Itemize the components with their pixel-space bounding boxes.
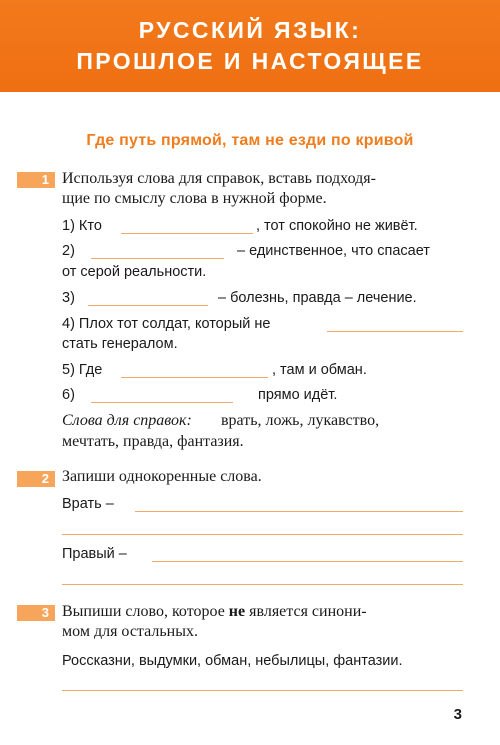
task-1-item-2-answer-line[interactable] [91, 258, 224, 259]
task-2-instruction: Запиши однокоренные слова. [62, 468, 262, 485]
task-3-number: 3 [17, 605, 55, 621]
task-1-item-6-answer-line[interactable] [91, 402, 233, 403]
task-1-item-2-prefix: 2) [62, 243, 75, 259]
chapter-title-line-1: РУССКИЙ ЯЗЫК: [138, 17, 362, 43]
page-number: 3 [453, 706, 462, 723]
task-1-item-5-prefix: 5) Где [62, 362, 103, 378]
task-1-hint-words-cont: мечтать, правда, фантазия. [62, 433, 244, 450]
section-subtitle: Где путь прямой, там не езди по кривой [86, 132, 414, 149]
task-1-item-3-answer-line[interactable] [88, 305, 208, 306]
task-1-item-3-suffix: – болезнь, правда – лечение. [218, 290, 417, 306]
task-1-item-5-answer-line[interactable] [121, 377, 268, 378]
task-2-answer-line-3[interactable] [152, 561, 463, 562]
task-2-answer-line-2[interactable] [62, 534, 463, 535]
task-2-answer-line-4[interactable] [62, 584, 463, 585]
chapter-title-line-2: ПРОШЛОЕ И НАСТОЯЩЕЕ [76, 48, 424, 74]
task-2-answer-line-1[interactable] [135, 511, 463, 512]
task-1-item-1-answer-line[interactable] [121, 233, 253, 234]
task-1-hint-words: врать, ложь, лукавство, [221, 412, 380, 429]
task-3-instruction-after: является синони- [249, 603, 367, 620]
task-1-item-4-answer-line[interactable] [327, 331, 463, 332]
task-3-instruction [62, 602, 367, 622]
task-1-item-1-prefix: 1) Кто [62, 218, 102, 234]
task-1-number: 1 [17, 172, 55, 188]
task-3-answer-line[interactable] [62, 690, 463, 691]
task-2-label-2: Правый – [62, 546, 127, 562]
task-1-item-1-suffix: , тот спокойно не живёт. [256, 218, 418, 234]
task-2-label-1: Врать – [62, 496, 114, 512]
task-1-item-2-cont: от серой реальности. [62, 264, 207, 280]
task-1-item-6-suffix: прямо идёт. [258, 387, 338, 403]
task-2-number: 2 [17, 471, 55, 487]
task-3-words: Россказни, выдумки, обман, небылицы, фантазии. [62, 653, 403, 669]
task-1-item-4-cont: стать генералом. [62, 336, 178, 352]
task-1-instruction: Используя слова для справок, вставь подходя- [62, 170, 376, 187]
task-3-instruction-emphasis: не [228, 603, 246, 620]
task-1-item-6-prefix: 6) [62, 387, 75, 403]
task-3-instruction-cont: мом для остальных. [62, 623, 198, 640]
task-1-item-3-prefix: 3) [62, 290, 75, 306]
task-1-item-2-suffix: – единственное, что спасает [237, 243, 430, 259]
task-1-item-4-text: 4) Плох тот солдат, который не [62, 316, 271, 332]
task-1-instruction-cont: щие по смыслу слова в нужной форме. [62, 190, 327, 207]
task-3-instruction-before: Выпиши слово, которое [62, 603, 225, 620]
task-1-hint-label: Слова для справок: [62, 412, 192, 429]
chapter-header [0, 0, 500, 92]
task-1-item-5-suffix: , там и обман. [272, 362, 367, 378]
